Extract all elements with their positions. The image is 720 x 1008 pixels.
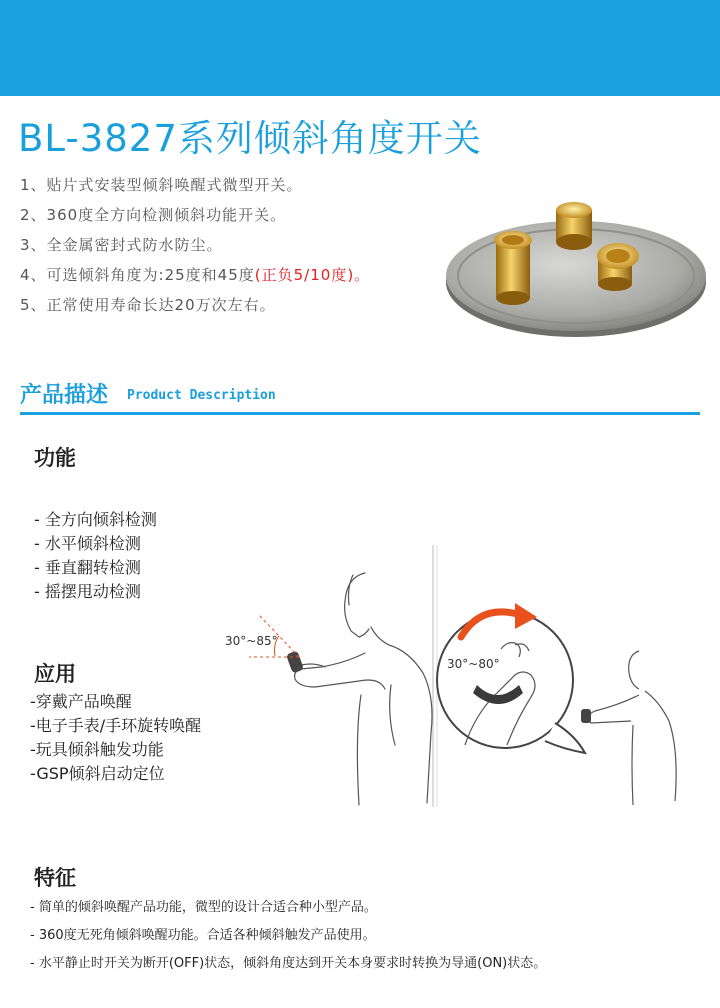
application-item: -电子手表/手环旋转唤醒 bbox=[30, 716, 202, 735]
spec-item-tolerance: (正负5/10度)。 bbox=[254, 266, 371, 284]
application-item: -GSP倾斜启动定位 bbox=[30, 764, 165, 783]
features-list bbox=[30, 894, 546, 978]
function-item: - 水平倾斜检测 bbox=[34, 534, 141, 553]
application-item: -穿戴产品唤醒 bbox=[30, 692, 132, 711]
feature-item: - 简单的倾斜唤醒产品功能，微型的设计合适合种小型产品。 bbox=[30, 900, 377, 915]
tilt-switch-sample bbox=[494, 231, 532, 305]
application-list bbox=[30, 690, 201, 786]
function-list bbox=[34, 508, 157, 604]
spec-list bbox=[20, 170, 370, 320]
section-title-en: Product Description bbox=[127, 388, 276, 403]
spec-item: 5、正常使用寿命长达20万次左右。 bbox=[20, 296, 276, 314]
top-banner bbox=[0, 0, 720, 96]
spec-item-text: 4、可选倾斜角度为:25度和45度 bbox=[20, 266, 255, 284]
page-title: BL-3827系列倾斜角度开关 bbox=[18, 117, 482, 160]
function-heading: 功能 bbox=[34, 446, 76, 470]
spec-item: 3、全金属密封式防水防尘。 bbox=[20, 236, 223, 254]
function-item: - 摇摆甩动检测 bbox=[34, 582, 141, 601]
application-heading: 应用 bbox=[34, 662, 76, 686]
feature-item: - 360度无死角倾斜唤醒功能。合适各种倾斜触发产品使用。 bbox=[30, 928, 376, 943]
spec-item: 2、360度全方向检测倾斜功能开关。 bbox=[20, 206, 287, 224]
features-heading: 特征 bbox=[34, 866, 76, 890]
angle-label-circle: 30°~80° bbox=[447, 657, 500, 671]
tilt-switch-sample bbox=[556, 202, 592, 250]
spec-item-angle bbox=[20, 260, 370, 290]
application-item: -玩具倾斜触发功能 bbox=[30, 740, 164, 759]
angle-label-left: 30°~85° bbox=[225, 634, 278, 648]
feature-item: - 水平静止时开关为断开(OFF)状态，倾斜角度达到开关本身要求时转换为导通(ON)状态。 bbox=[30, 956, 547, 971]
product-photo bbox=[444, 190, 709, 340]
function-item: - 全方向倾斜检测 bbox=[34, 510, 157, 529]
function-item: - 垂直翻转检测 bbox=[34, 558, 141, 577]
wrist-tilt-illustration bbox=[215, 545, 715, 810]
spec-item: 1、贴片式安装型倾斜唤醒式微型开关。 bbox=[20, 176, 303, 194]
section-title-cn: 产品描述 bbox=[20, 383, 109, 408]
section-header-description bbox=[20, 378, 700, 415]
